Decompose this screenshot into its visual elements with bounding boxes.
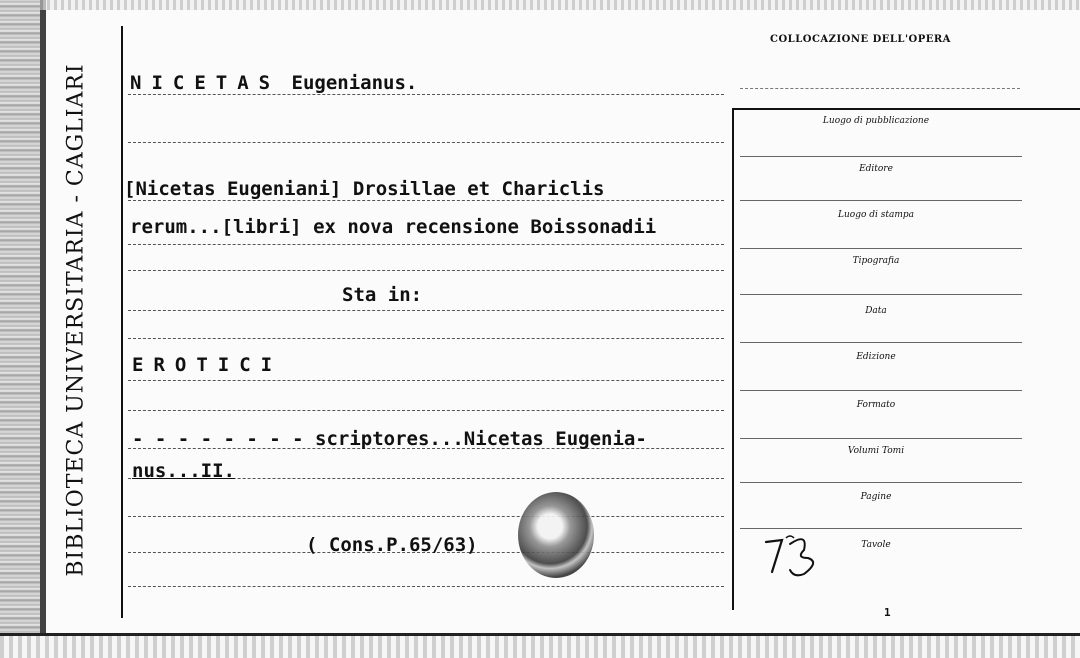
field-luogo-stampa: Luogo di stampa bbox=[838, 210, 914, 220]
rule bbox=[128, 244, 724, 245]
margin-line bbox=[121, 26, 123, 618]
open-bracket: [ bbox=[221, 216, 233, 238]
perforated-edge bbox=[0, 0, 46, 658]
sta-in-label: Sta in: bbox=[342, 284, 423, 306]
rule bbox=[128, 516, 724, 517]
library-name-vertical: BIBLIOTECA UNIVERSITARIA - CAGLIARI bbox=[63, 63, 89, 577]
author-surname: NICETAS bbox=[130, 72, 281, 94]
rule bbox=[128, 310, 724, 311]
rule bbox=[128, 94, 724, 95]
field-data: Data bbox=[865, 306, 887, 316]
rule bbox=[128, 142, 724, 143]
close-bracket: ] bbox=[329, 178, 342, 200]
field-volumi-tomi: Volumi Tomi bbox=[847, 446, 905, 456]
collection-heading: EROTICI bbox=[132, 354, 283, 376]
rule bbox=[128, 200, 724, 201]
field-tavole: Tavole bbox=[861, 540, 891, 550]
title-rest-1: Drosillae et Chariclis bbox=[352, 178, 605, 200]
panel-top-rule bbox=[740, 88, 1020, 89]
field-formato: Formato bbox=[856, 400, 896, 410]
collection-line-2: nus...II. bbox=[132, 460, 235, 482]
handwritten-signature bbox=[760, 528, 832, 580]
title-line-2 bbox=[130, 216, 656, 238]
collection-line-1 bbox=[132, 428, 647, 450]
author-name: Eugenianus. bbox=[291, 72, 418, 94]
collection-dashes: - - - - - - - - bbox=[132, 428, 304, 450]
field-rule bbox=[740, 342, 1022, 343]
bottom-edge bbox=[0, 633, 1080, 658]
rule bbox=[128, 586, 724, 587]
title-bracketed-part: Nicetas Eugeniani bbox=[135, 178, 330, 200]
field-pagine: Pagine bbox=[860, 492, 892, 502]
rule bbox=[128, 380, 724, 381]
field-rule bbox=[740, 438, 1022, 439]
field-rule bbox=[740, 294, 1022, 295]
rule bbox=[128, 338, 724, 339]
field-edizione: Edizione bbox=[856, 352, 896, 362]
open-bracket: [ bbox=[124, 178, 136, 200]
field-rule bbox=[740, 390, 1022, 391]
author-heading-line bbox=[130, 72, 417, 94]
title-line-1 bbox=[124, 178, 605, 200]
footer-mark: 1 bbox=[884, 606, 891, 619]
collection-text: scriptores...Nicetas Eugenia- bbox=[315, 428, 647, 450]
library-stamp bbox=[518, 492, 594, 578]
title-start-2: rerum... bbox=[130, 216, 222, 238]
field-editore: Editore bbox=[859, 164, 893, 174]
field-luogo-pubblicazione: Luogo di pubblicazione bbox=[822, 116, 930, 126]
field-rule bbox=[740, 156, 1022, 157]
field-rule bbox=[740, 200, 1022, 201]
rule bbox=[128, 270, 724, 271]
field-tipografia: Tipografia bbox=[852, 256, 900, 266]
rule bbox=[128, 410, 724, 411]
panel-heading: COLLOCAZIONE DELL'OPERA bbox=[770, 34, 951, 45]
title-rest-2: ex nova recensione Boissonadii bbox=[313, 216, 657, 238]
close-bracket: ] bbox=[290, 216, 302, 238]
field-rule bbox=[740, 482, 1022, 483]
title-bracketed-word: libri bbox=[232, 216, 291, 238]
top-edge bbox=[40, 0, 1080, 10]
shelfmark: ( Cons.P.65/63) bbox=[306, 534, 478, 556]
field-rule bbox=[740, 248, 1022, 249]
